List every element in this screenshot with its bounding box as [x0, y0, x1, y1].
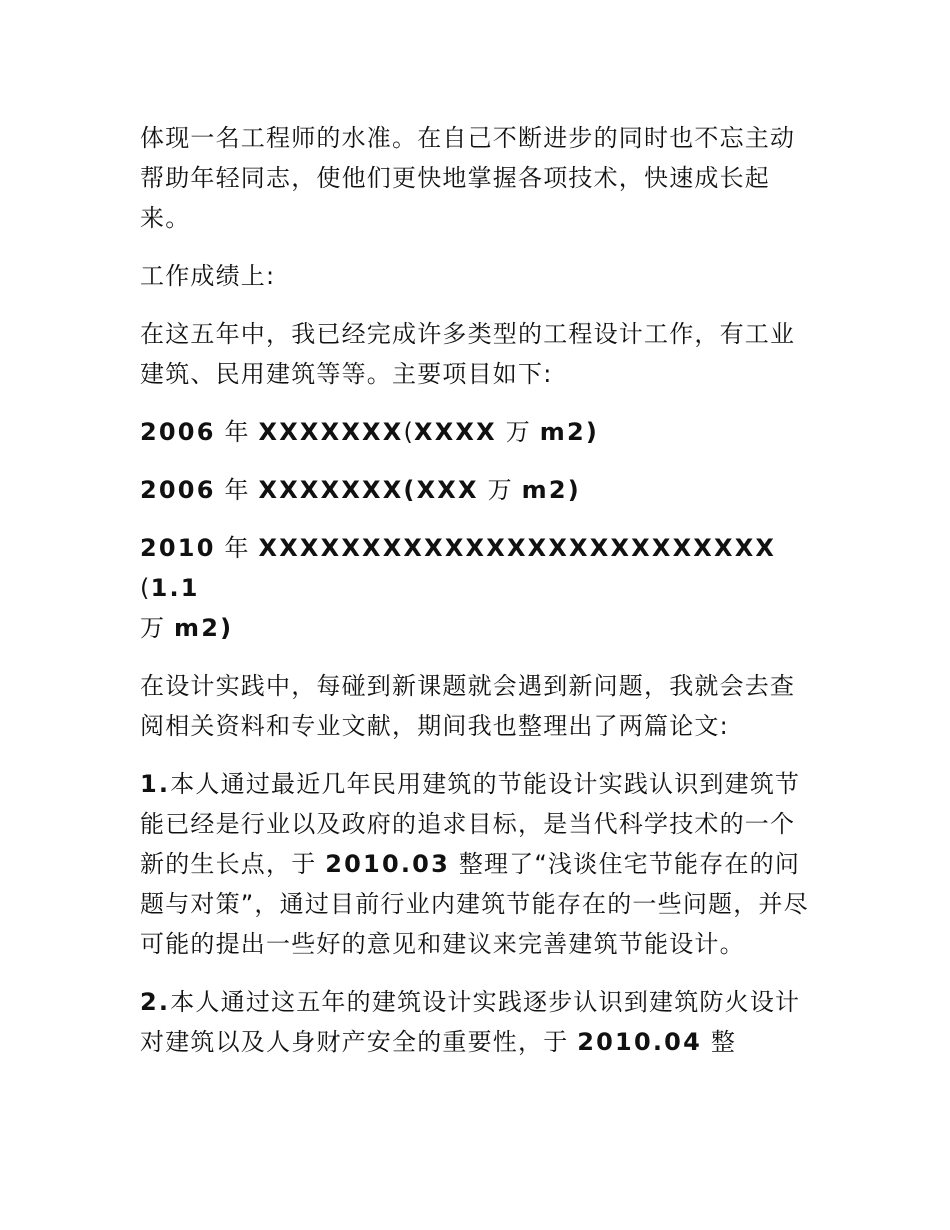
document-page [140, 118, 812, 1080]
project-3-area: 1.1 [150, 574, 200, 602]
project-1-open-paren: ( [403, 418, 415, 446]
project-line-1 [140, 412, 812, 452]
projects-intro-text: 在这五年中，我已经完成许多类型的工程设计工作，有工业建筑、民用建筑等等。主要项目如下: [140, 320, 796, 388]
project-2-year: 2006 [140, 476, 216, 504]
project-2-name: XXXXXXX(XXX [258, 476, 479, 504]
paper-1-text-a: 本人通过最近几年民用建筑的节能设计实践认识到建筑节能已经是行业以及政府的追求目标，是当代科学技术的一个新的生长点，于 [140, 770, 801, 878]
achievements-heading-text: 工作成绩上: [140, 262, 276, 290]
project-line-2 [140, 470, 812, 510]
project-1-name: XXXXXXX [258, 418, 404, 446]
project-3-open-paren: ( [140, 574, 151, 602]
paragraph-practice [140, 666, 812, 746]
paper-item-1 [140, 764, 812, 964]
paragraph-intro-text: 体现一名工程师的水准。在自己不断进步的同时也不忘主动帮助年轻同志，使他们更快地掌握各项技术，快速成长起来。 [140, 124, 796, 232]
project-3-area-unit: 万 [140, 614, 166, 642]
project-1-year: 2006 [140, 418, 216, 446]
project-2-area-tail: m2) [521, 476, 581, 504]
paper-1-text-b: 整理了“浅谈住宅节能存在的问题与对策”，通过目前行业内建筑节能存在的一些问题，并尽可能的提出一些好的意见和建议来完善建筑节能设计。 [140, 850, 809, 958]
paper-1-date: 2010.03 [325, 850, 450, 878]
project-3-area-tail: m2) [174, 614, 234, 642]
project-line-3 [140, 528, 812, 648]
paper-item-2 [140, 982, 812, 1062]
project-3-name: XXXXXXXXXXXXXXXXXXXXXXXXX [258, 534, 777, 562]
paragraph-intro [140, 118, 812, 238]
project-3-year: 2010 [140, 534, 216, 562]
paragraph-achievements-heading [140, 256, 812, 296]
paper-2-text-a: 本人通过这五年的建筑设计实践逐步认识到建筑防火设计对建筑以及人身财产安全的重要性，于 [140, 988, 801, 1056]
project-3-year-unit: 年 [224, 534, 250, 562]
paper-2-text-b: 整 [710, 1028, 737, 1056]
project-1-year-unit: 年 [224, 418, 250, 446]
project-2-year-unit: 年 [224, 476, 250, 504]
paper-2-number: 2. [140, 988, 171, 1016]
project-1-area-unit: 万 [505, 418, 531, 446]
project-2-area-unit: 万 [487, 476, 513, 504]
project-1-area-tail: m2) [539, 418, 600, 446]
paper-2-date: 2010.04 [577, 1028, 702, 1056]
project-1-area: XXXX [414, 418, 497, 446]
paragraph-projects-intro [140, 314, 812, 394]
practice-text: 在设计实践中，每碰到新课题就会遇到新问题，我就会去查阅相关资料和专业文献，期间我也整理出了两篇论文: [140, 672, 796, 740]
paper-1-number: 1. [140, 770, 171, 798]
